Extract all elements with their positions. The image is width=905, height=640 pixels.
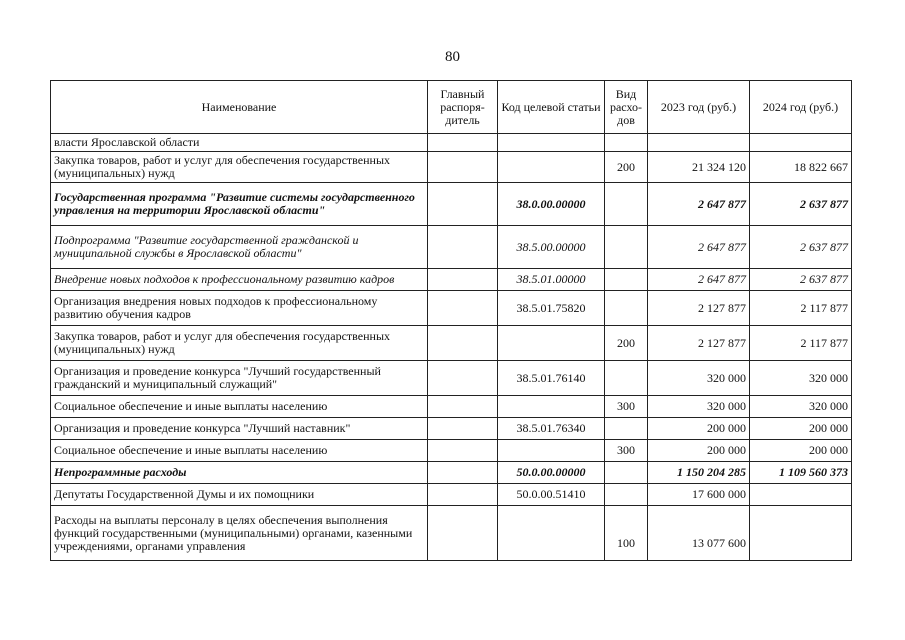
cell-name: Государственная программа "Развитие системы государственного управления на территории Ярославской области" (51, 183, 428, 226)
cell-name: Внедрение новых подходов к профессиональному развитию кадров (51, 269, 428, 291)
table-row (51, 361, 852, 396)
table-row (51, 226, 852, 269)
cell-2023: 2 647 877 (648, 183, 750, 226)
cell-code (498, 440, 605, 462)
cell-2024 (750, 134, 852, 152)
cell-name: Организация и проведение конкурса "Лучший наставник" (51, 418, 428, 440)
cell-admin (428, 291, 498, 326)
cell-2024: 200 000 (750, 418, 852, 440)
cell-name: Депутаты Государственной Думы и их помощники (51, 484, 428, 506)
cell-2024: 2 117 877 (750, 291, 852, 326)
cell-code: 38.5.00.00000 (498, 226, 605, 269)
table-row (51, 440, 852, 462)
cell-admin (428, 484, 498, 506)
cell-2024: 320 000 (750, 361, 852, 396)
cell-name: Организация и проведение конкурса "Лучший государственный гражданский и муниципальный служащий" (51, 361, 428, 396)
table-row (51, 484, 852, 506)
cell-2023: 2 647 877 (648, 226, 750, 269)
cell-name: Непрограммные расходы (51, 462, 428, 484)
cell-2023: 1 150 204 285 (648, 462, 750, 484)
cell-kind (605, 462, 648, 484)
table-row (51, 506, 852, 561)
cell-code: 38.5.01.76340 (498, 418, 605, 440)
cell-kind (605, 134, 648, 152)
header-2024: 2024 год (руб.) (750, 81, 852, 134)
cell-kind: 100 (605, 506, 648, 561)
cell-admin (428, 418, 498, 440)
cell-2023: 21 324 120 (648, 152, 750, 183)
table-row (51, 462, 852, 484)
cell-2024: 2 117 877 (750, 326, 852, 361)
cell-2023: 320 000 (648, 361, 750, 396)
cell-code: 38.5.01.00000 (498, 269, 605, 291)
cell-admin (428, 183, 498, 226)
cell-2023: 320 000 (648, 396, 750, 418)
cell-admin (428, 361, 498, 396)
cell-code: 38.5.01.75820 (498, 291, 605, 326)
cell-admin (428, 396, 498, 418)
cell-code (498, 396, 605, 418)
cell-2024: 2 637 877 (750, 269, 852, 291)
cell-kind (605, 361, 648, 396)
cell-kind (605, 484, 648, 506)
cell-code: 50.0.00.00000 (498, 462, 605, 484)
page-number: 80 (445, 49, 460, 65)
cell-kind: 200 (605, 152, 648, 183)
cell-kind (605, 226, 648, 269)
cell-name: Закупка товаров, работ и услуг для обеспечения государственных (муниципальных) нужд (51, 152, 428, 183)
table-row (51, 291, 852, 326)
cell-admin (428, 152, 498, 183)
cell-2024: 2 637 877 (750, 183, 852, 226)
cell-code (498, 152, 605, 183)
cell-admin (428, 326, 498, 361)
cell-2023: 200 000 (648, 418, 750, 440)
budget-table (50, 80, 852, 561)
table-header-row (51, 81, 852, 134)
cell-admin (428, 462, 498, 484)
table-row (51, 152, 852, 183)
cell-name: Организация внедрения новых подходов к профессиональному развитию обучения кадров (51, 291, 428, 326)
cell-2024 (750, 506, 852, 561)
table-row (51, 134, 852, 152)
cell-2024: 320 000 (750, 396, 852, 418)
cell-code: 38.0.00.00000 (498, 183, 605, 226)
cell-code (498, 326, 605, 361)
cell-2023: 2 127 877 (648, 291, 750, 326)
cell-2023: 2 127 877 (648, 326, 750, 361)
cell-2024 (750, 484, 852, 506)
header-code: Код целевой статьи (498, 81, 605, 134)
cell-kind (605, 418, 648, 440)
cell-kind: 300 (605, 396, 648, 418)
header-name: Наименование (51, 81, 428, 134)
table-row (51, 418, 852, 440)
cell-2023: 200 000 (648, 440, 750, 462)
cell-admin (428, 506, 498, 561)
cell-admin (428, 134, 498, 152)
cell-name: Подпрограмма "Развитие государственной гражданской и муниципальной службы в Ярославской области" (51, 226, 428, 269)
cell-2023: 17 600 000 (648, 484, 750, 506)
cell-2024: 2 637 877 (750, 226, 852, 269)
table-row (51, 396, 852, 418)
cell-kind: 200 (605, 326, 648, 361)
cell-2023: 2 647 877 (648, 269, 750, 291)
cell-name: Закупка товаров, работ и услуг для обеспечения государственных (муниципальных) нужд (51, 326, 428, 361)
cell-admin (428, 269, 498, 291)
cell-name: Социальное обеспечение и иные выплаты населению (51, 440, 428, 462)
cell-2024: 1 109 560 373 (750, 462, 852, 484)
cell-kind (605, 291, 648, 326)
cell-2023 (648, 134, 750, 152)
cell-name: власти Ярославской области (51, 134, 428, 152)
cell-kind: 300 (605, 440, 648, 462)
cell-2024: 200 000 (750, 440, 852, 462)
cell-code: 38.5.01.76140 (498, 361, 605, 396)
cell-name: Расходы на выплаты персоналу в целях обеспечения выполнения функций государственными (муниципальными) органами, казенными учреждениями, органами управления (51, 506, 428, 561)
cell-2024: 18 822 667 (750, 152, 852, 183)
table-row (51, 269, 852, 291)
header-kind: Вид расхо-дов (605, 81, 648, 134)
cell-kind (605, 183, 648, 226)
header-admin: Главный распоря-дитель (428, 81, 498, 134)
cell-2023: 13 077 600 (648, 506, 750, 561)
table-row (51, 326, 852, 361)
cell-admin (428, 226, 498, 269)
cell-kind (605, 269, 648, 291)
header-2023: 2023 год (руб.) (648, 81, 750, 134)
cell-code: 50.0.00.51410 (498, 484, 605, 506)
cell-code (498, 134, 605, 152)
cell-name: Социальное обеспечение и иные выплаты населению (51, 396, 428, 418)
table-row (51, 183, 852, 226)
cell-code (498, 506, 605, 561)
cell-admin (428, 440, 498, 462)
